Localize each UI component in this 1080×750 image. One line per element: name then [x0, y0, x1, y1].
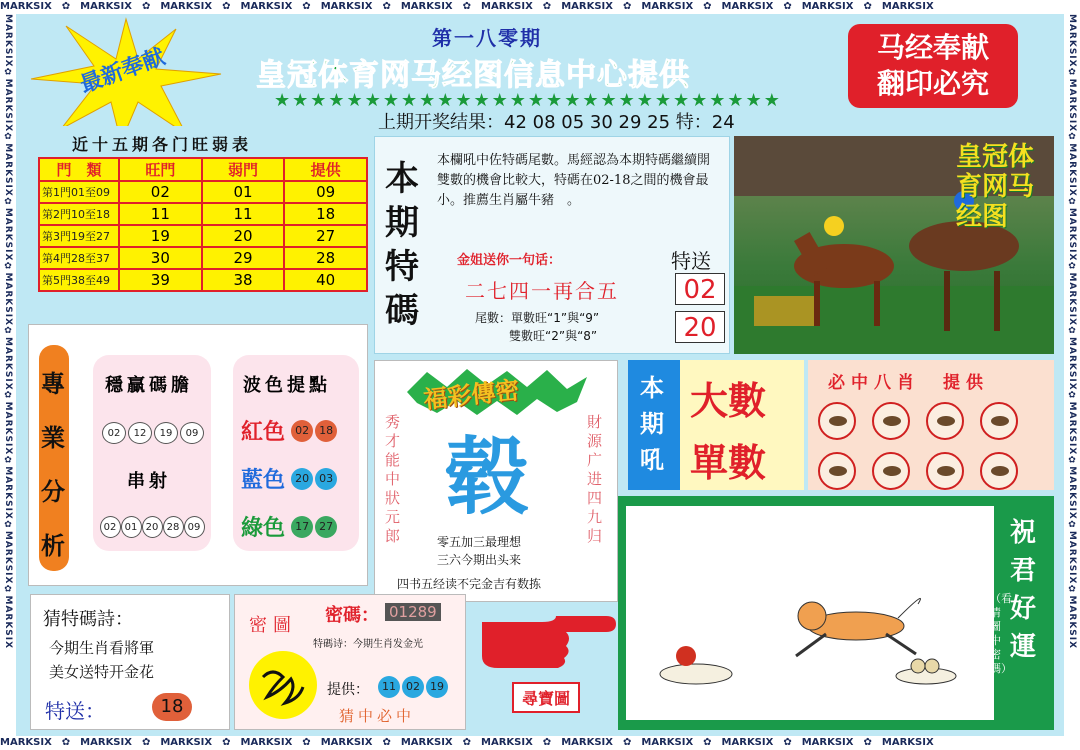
- eight-zodiac-panel: [808, 360, 1054, 490]
- running-dog-icon: [626, 506, 994, 720]
- steady-nums: [97, 421, 209, 444]
- color-row-green: [241, 511, 357, 542]
- header-cell: 旺門: [119, 158, 202, 181]
- code-value: 01289: [385, 603, 441, 621]
- signature-icon: [245, 647, 321, 723]
- dog-icon: [926, 402, 964, 440]
- table-row: 第4門28至37 30 29 28: [39, 247, 367, 269]
- odd-label: 單數: [690, 440, 767, 485]
- guess-send-label: 特送：: [45, 699, 105, 723]
- lottery-big-char: 毂: [445, 427, 530, 526]
- tail-line1: 尾數：單數旺“1”與“9”: [475, 311, 600, 325]
- number-ball: 28: [163, 516, 184, 538]
- wave-panel: [233, 355, 359, 551]
- this-issue-side-text: 本期吼: [640, 373, 664, 474]
- center-title: 皇冠体育网马经图信息中心提供: [256, 58, 690, 93]
- last-result: 上期开奖结果：42 08 05 30 29 25 特：24: [378, 112, 735, 133]
- number-ball: 19: [154, 422, 178, 444]
- steady-title: 穩贏碼膽: [105, 375, 193, 396]
- number-ball: 20: [291, 468, 313, 490]
- horse-photo: [734, 136, 1054, 354]
- luck-sub: （看清圖中密碼）: [990, 592, 1012, 675]
- treasure-label: 尋寶圖: [512, 682, 580, 713]
- guess-send-ball: 18: [152, 693, 192, 721]
- phrase-label: 金姐送你一句话：: [457, 253, 562, 268]
- right-watermark-strip: MARKSIX✿MARKSIX✿MARKSIX✿MARKSIX✿MARKSIX✿MARKSIX✿MARKSIX✿MARKSIX✿MARKSIX✿MARKSIX: [1064, 14, 1080, 736]
- offer-label: 提供：: [327, 682, 369, 698]
- header-cell: 弱門: [202, 158, 285, 181]
- number-ball: 02: [100, 516, 121, 538]
- table-row: 第2門10至18 11 11 18: [39, 203, 367, 225]
- chain-nums: [93, 515, 211, 538]
- luck-title: 祝君好運: [1010, 518, 1037, 662]
- secret-map-panel: [234, 594, 466, 730]
- zodiac-grid: [810, 398, 1054, 498]
- send-num: 02: [675, 273, 725, 305]
- badge-text: 最新奉献: [76, 43, 169, 99]
- header-cell: 提供: [284, 158, 367, 181]
- lottery-line3: 四书五经读不完金吉有数拣: [397, 577, 542, 591]
- lottery-left-vertical: 秀才能中狀元郎: [385, 413, 401, 545]
- top-watermark-strip: MARKSIX ✿ MARKSIX ✿ MARKSIX ✿ MARKSIX ✿ MARKSIX ✿ MARKSIX ✿ MARKSIX ✿ MARKSIX ✿ MARKSIX ✿ MARKSIX ✿ MARKSIX ✿ MARKSIX: [0, 0, 1080, 14]
- chain-title: 串射: [127, 471, 171, 492]
- guess-line2: 美女送特开金花: [49, 663, 155, 681]
- main-panel: [16, 14, 1064, 736]
- horse-caption: 皇冠体育网马经图: [956, 142, 1035, 232]
- lottery-panel: [374, 360, 618, 602]
- pig-icon: [980, 402, 1018, 440]
- number-ball: 01: [121, 516, 142, 538]
- number-ball: 12: [128, 422, 152, 444]
- pro-analysis-panel: [28, 324, 368, 586]
- monkey-icon: [818, 452, 856, 490]
- phrase: 二七四一再合五: [465, 279, 619, 303]
- dragon-icon: [980, 452, 1018, 490]
- table-row: 第5門38至49 39 38 40: [39, 269, 367, 291]
- number-ball: 03: [315, 468, 337, 490]
- number-ball: 18: [315, 420, 337, 442]
- rabbit-icon: [926, 452, 964, 490]
- color-row-blue: [241, 463, 357, 494]
- tail-line2: 雙數旺“2”與“8”: [509, 329, 598, 343]
- bottom-watermark-strip: MARKSIX ✿ MARKSIX ✿ MARKSIX ✿ MARKSIX ✿ MARKSIX ✿ MARKSIX ✿ MARKSIX ✿ MARKSIX ✿ MARKSIX ✿ MARKSIX ✿ MARKSIX ✿ MARKSIX: [0, 736, 1080, 750]
- number-ball: 09: [180, 422, 204, 444]
- this-issue-panel: [680, 360, 804, 490]
- secret-label: 密圖: [249, 615, 297, 636]
- weak-table-title: 近十五期各门旺弱表: [72, 135, 253, 154]
- guess-line1: 今期生肖看將軍: [49, 639, 155, 657]
- copyright-line1: 马经奉献: [876, 31, 989, 64]
- special-code-panel: [374, 136, 730, 354]
- secret-poem: 特碼诗：今期生肖发金光: [313, 639, 423, 650]
- color-name: 藍色: [241, 467, 286, 493]
- copyright-line2: 翻印必究: [876, 67, 989, 100]
- number-ball: 09: [184, 516, 205, 538]
- pro-title: 專業分析: [41, 369, 65, 560]
- number-ball: 02: [291, 420, 313, 442]
- number-ball: 11: [378, 676, 400, 698]
- lottery-line2: 三六今期出头来: [437, 553, 522, 567]
- snake-icon: [872, 452, 910, 490]
- send-num: 20: [675, 311, 725, 343]
- color-row-red: [241, 415, 357, 446]
- table-header-row: [39, 158, 367, 181]
- special-vertical-title: 本期特碼: [385, 159, 419, 331]
- number-ball: 02: [402, 676, 424, 698]
- send-label: 特送: [671, 249, 711, 273]
- rooster-icon: [818, 402, 856, 440]
- eight-title: 必中八肖 提供: [828, 373, 989, 393]
- guess-title: 猜特碼詩：: [43, 609, 133, 630]
- issue-title: 第一八零期: [432, 26, 542, 50]
- weak-strong-table: [38, 157, 368, 292]
- lottery-line1: 零五加三最理想: [437, 535, 522, 549]
- special-text: 本欄吼中佐特碼尾數。馬經認為本期特碼繼續開雙數的機會比較大，特碼在02-18之間的機會最小。推薦生肖屬牛豬 。: [437, 153, 711, 208]
- number-ball: 02: [102, 422, 126, 444]
- big-label: 大數: [690, 378, 767, 423]
- cartoon-canvas: [626, 506, 994, 720]
- number-ball: 17: [291, 516, 313, 538]
- color-name: 綠色: [241, 515, 286, 541]
- left-watermark-strip: MARKSIX✿MARKSIX✿MARKSIX✿MARKSIX✿MARKSIX✿MARKSIX✿MARKSIX✿MARKSIX✿MARKSIX✿MARKSIX: [0, 14, 16, 736]
- offer-nums: [377, 675, 449, 698]
- copyright-badge: [848, 24, 1018, 108]
- code-label: 密碼：: [325, 605, 379, 626]
- steady-panel: [93, 355, 211, 551]
- color-name: 紅色: [241, 419, 286, 445]
- wave-title: 波色提點: [243, 375, 331, 396]
- star-line: ★★★★★★★★★★★★★★★★★★★★★★★★★★★★: [274, 90, 782, 111]
- guess-poem-panel: [30, 594, 230, 730]
- secret-footer: 猜中必中: [339, 707, 416, 725]
- watermark-text: MARKSIX: [0, 1, 52, 12]
- number-ball: 20: [142, 516, 163, 538]
- this-issue-side: [628, 360, 680, 490]
- table-row: 第1門01至09 02 01 09: [39, 181, 367, 203]
- boar-icon: [872, 402, 910, 440]
- table-row: 第3門19至27 19 20 27: [39, 225, 367, 247]
- number-ball: 27: [315, 516, 337, 538]
- pointing-hand-icon: [478, 608, 618, 668]
- luck-panel: [618, 496, 1054, 730]
- lottery-banner: 福彩傳密: [421, 375, 521, 414]
- number-ball: 19: [426, 676, 448, 698]
- header-cell: 門 類: [39, 158, 119, 181]
- lottery-right-vertical: 財源广进四九归: [587, 413, 603, 545]
